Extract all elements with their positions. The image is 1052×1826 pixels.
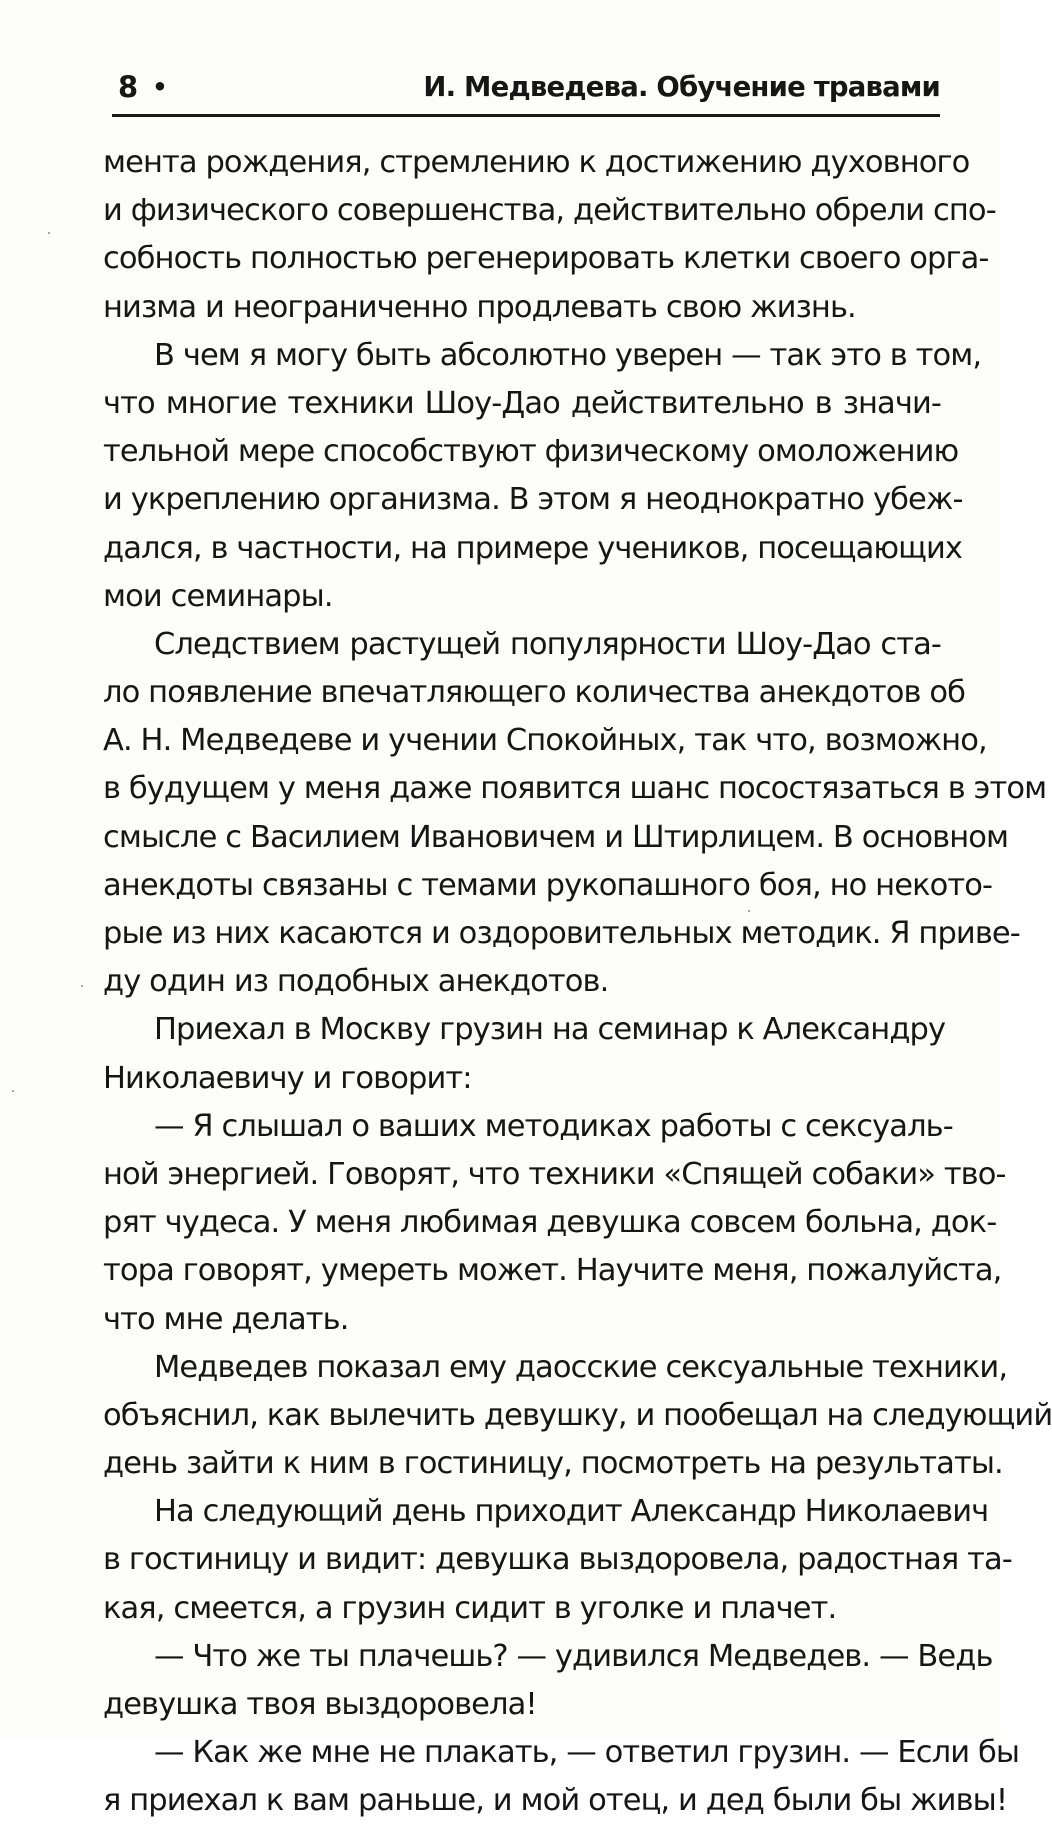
text-line: — Что же ты плачешь? — удивился Медведев. — Ведь <box>154 1638 993 1674</box>
page-number: 8 • <box>118 70 168 104</box>
text-line: что многие техники Шоу-Дао действительно в значи- <box>103 385 941 421</box>
text-line: ду один из подобных анекдотов. <box>103 964 609 1000</box>
text-line: — Я слышал о ваших методиках работы с сексуаль- <box>154 1108 953 1144</box>
body-text <box>103 139 1052 1826</box>
text-line: — Как же мне не плакать, — ответил грузин. — Если бы <box>154 1735 1020 1771</box>
text-line: и физического совершенства, действительно обрели спо- <box>103 193 996 229</box>
paper-speck <box>48 232 50 234</box>
text-line: Медведев показал ему даосские сексуальные техники, <box>154 1349 1008 1385</box>
text-line: объяснил, как вылечить девушку, и пообещал на следующий <box>103 1397 1052 1433</box>
text-line: собность полностью регенерировать клетки своего орга- <box>103 241 989 277</box>
text-line: девушка твоя выздоровела! <box>103 1687 537 1722</box>
text-line: я приехал к вам раньше, и мой отец, и дед были бы живы! <box>103 1783 1008 1819</box>
paper-speck <box>12 1090 14 1092</box>
text-line: тельной мере способствуют физическому омоложению <box>103 434 959 470</box>
text-line: в будущем у меня даже появится шанс посостязаться в этом <box>103 771 1047 807</box>
text-line: На следующий день приходит Александр Николаевич <box>154 1494 989 1530</box>
text-line: А. Н. Медведеве и учении Спокойных, так что, возможно, <box>103 723 987 759</box>
text-line: дался, в частности, на примере учеников, посещающих <box>103 530 963 566</box>
text-line: В чем я могу быть абсолютно уверен — так это в том, <box>154 337 982 373</box>
paper-speck <box>748 910 750 912</box>
text-line: мента рождения, стремлению к достижению духовного <box>103 145 970 180</box>
text-line: что мне делать. <box>103 1301 349 1337</box>
page-header <box>112 66 940 117</box>
text-line: низма и неограниченно продлевать свою жизнь. <box>103 289 856 325</box>
text-line: ло появление впечатляющего количества анекдотов об <box>103 675 966 711</box>
text-line: рят чудеса. У меня любимая девушка совсем больна, док- <box>103 1205 997 1241</box>
text-line: смысле с Василием Ивановичем и Штирлицем. В основном <box>103 819 1009 855</box>
running-title: И. Медведева. Обучение травами <box>423 71 940 103</box>
paper-speck <box>81 985 83 987</box>
text-line: ной энергией. Говорят, что техники «Спящей собаки» тво- <box>103 1156 1006 1192</box>
text-line: Приехал в Москву грузин на семинар к Александру <box>154 1012 946 1048</box>
text-line: кая, смеется, а грузин сидит в уголке и плачет. <box>103 1590 837 1626</box>
text-line: рые из них касаются и оздоровительных методик. Я приве- <box>103 916 1020 951</box>
text-line: день зайти к ним в гостиницу, посмотреть на результаты. <box>103 1446 1003 1482</box>
text-line: Николаевичу и говорит: <box>103 1060 472 1096</box>
text-line: тора говорят, умереть может. Научите меня, пожалуйста, <box>103 1253 1002 1289</box>
text-line: мои семинары. <box>103 578 333 614</box>
text-line: анекдоты связаны с темами рукопашного боя, но некото- <box>103 867 993 903</box>
text-line: в гостиницу и видит: девушка выздоровела, радостная та- <box>103 1542 1012 1578</box>
text-line: и укреплению организма. В этом я неоднократно убеж- <box>103 482 963 518</box>
text-line: Следствием растущей популярности Шоу-Дао ста- <box>154 626 941 662</box>
